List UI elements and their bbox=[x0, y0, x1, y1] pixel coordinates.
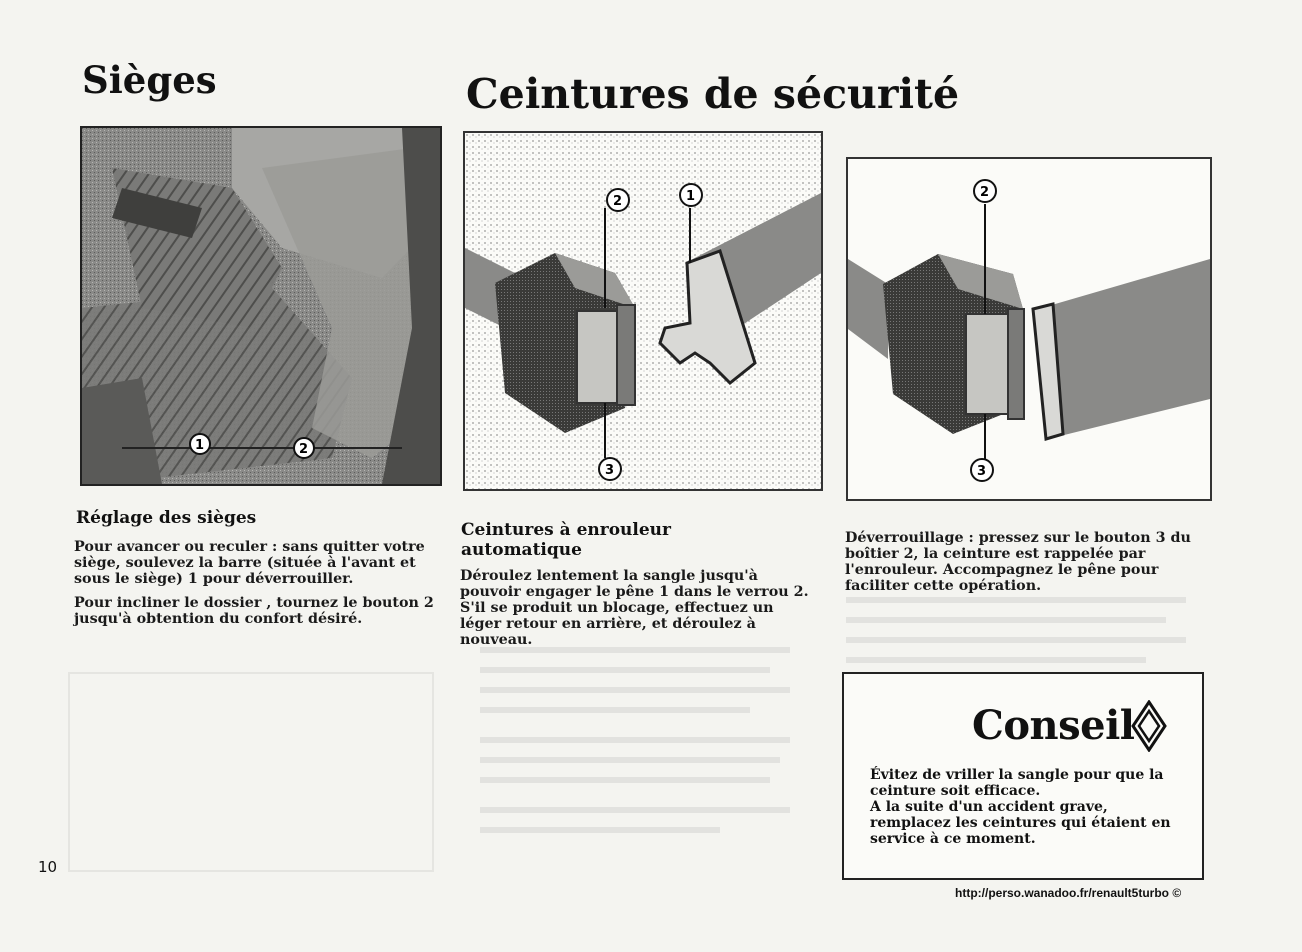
callout-belt-3 bbox=[599, 458, 621, 480]
belt-buckle-insert-illustration bbox=[463, 131, 823, 491]
svg-text:2: 2 bbox=[299, 442, 309, 457]
seats-heading: Réglage des sièges bbox=[76, 508, 257, 528]
belts-title: Ceintures de sécurité bbox=[466, 70, 960, 118]
conseil-line-1: Évitez de vriller la sangle pour que la ceinture soit efficace. bbox=[870, 767, 1164, 799]
svg-text:3: 3 bbox=[605, 463, 615, 478]
page-number: 10 bbox=[38, 858, 58, 876]
bleed-through-box bbox=[68, 672, 434, 872]
unlock-callouts bbox=[848, 159, 1210, 499]
renault-diamond-icon bbox=[1129, 700, 1169, 752]
callout-belt-2 bbox=[607, 189, 629, 211]
conseil-line-2: A la suite d'un accident grave, remplacez les ceintures qui étaient en service à ce moment. bbox=[870, 799, 1171, 847]
seats-title: Sièges bbox=[82, 58, 217, 102]
svg-text:1: 1 bbox=[686, 189, 696, 204]
seats-text bbox=[74, 539, 436, 635]
svg-text:1: 1 bbox=[195, 438, 205, 453]
svg-text:2: 2 bbox=[980, 185, 990, 200]
source-url: http://perso.wanadoo.fr/renault5turbo © bbox=[955, 886, 1182, 900]
svg-text:2: 2 bbox=[613, 194, 623, 209]
seats-paragraph-1: Pour avancer ou reculer : sans quitter votre siège, soulevez la barre (située à l'avant et sous le siège) 1 pour déverrouiller. bbox=[74, 539, 425, 587]
svg-text:3: 3 bbox=[977, 464, 987, 479]
conseil-title: Conseil bbox=[972, 702, 1135, 749]
bleed-through-texture-right bbox=[846, 590, 1196, 670]
belt-callouts bbox=[465, 133, 821, 489]
callout-1 bbox=[190, 434, 210, 454]
conseil-text bbox=[870, 767, 1190, 847]
belts-text bbox=[460, 568, 816, 656]
callout-unlock-3 bbox=[971, 459, 993, 481]
unlock-paragraph: Déverrouillage : pressez sur le bouton 3 du boîtier 2, la ceinture est rappelée par l'enrouleur. Accompagnez le pêne pour faciliter cette opération. bbox=[845, 530, 1191, 594]
belts-paragraph: Déroulez lentement la sangle jusqu'à pouvoir engager le pêne 1 dans le verrou 2. S'il se produit un blocage, effectuez un léger retour en arrière, et déroulez à nouveau. bbox=[460, 568, 809, 648]
callout-unlock-2 bbox=[974, 180, 996, 202]
seats-paragraph-2: Pour incliner le dossier , tournez le bouton 2 jusqu'à obtention du confort désiré. bbox=[74, 595, 434, 627]
callout-2 bbox=[294, 438, 314, 458]
unlock-text bbox=[845, 530, 1205, 602]
belts-heading: Ceintures à enrouleur automatique bbox=[461, 520, 671, 560]
belt-buckle-locked-illustration bbox=[846, 157, 1212, 501]
seat-callouts bbox=[82, 128, 440, 484]
conseil-box bbox=[842, 672, 1204, 880]
callout-belt-1 bbox=[680, 184, 702, 206]
seat-photo bbox=[80, 126, 442, 486]
